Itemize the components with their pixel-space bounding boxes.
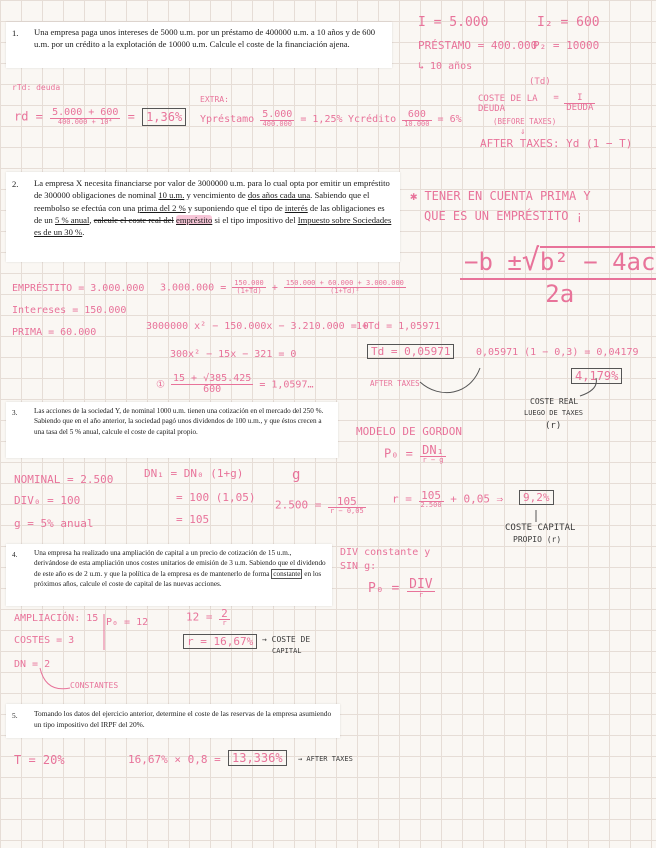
formula-denominator: 2a (545, 280, 575, 308)
note-eq-2500: 2.500 = $\frac{105}{r - 0,05}$ (275, 495, 364, 515)
rd-eq: = (127, 109, 143, 124)
note-dn1: DN₁ = DN₀ (1+g) (144, 467, 244, 480)
formula-radicand: b² − 4ac (539, 248, 656, 276)
note-before-taxes: (BEFORE TAXES) (493, 117, 557, 126)
rd-fraction: $\frac{5.000 + 600}{\text{400.000 + 10⁴}}$ (52, 107, 119, 126)
note-after-calc: 0,05971 (1 − 0,3) = 0,04179 (476, 347, 639, 358)
note-sin-g: SIN g: (340, 561, 377, 572)
note-y-credito (348, 110, 462, 128)
y-credito-frac: $\frac{600}{10.000}$ (404, 109, 430, 128)
note-intereses: Intereses = 150.000 (12, 305, 127, 316)
problem-4-number: 4. (12, 551, 18, 559)
problem-1-text: Una empresa paga unos intereses de 5000 u.m. por un préstamo de 400000 u.m. a 10 años y de 600 u.m. por un crédito a la explotación de 10000 u.m. Calcule el coste de la financiación ajena. (34, 27, 376, 49)
note-rd-calc (14, 108, 186, 126)
note-r-1667: r = 16,67% (183, 634, 257, 649)
note-dn1b: = 100 (1,05) (176, 491, 256, 504)
note-td-result: Td = 0,05971 (367, 344, 454, 359)
note-eq4: ① $\frac{15 + √385.425}{600}$ = 1,0597… (156, 373, 314, 395)
y-credito-result: = 6% (437, 114, 462, 125)
note-luego-taxes: LUEGO DE TAXES (524, 409, 584, 417)
note-p5-calc: 16,67% × 0,8 = (128, 753, 221, 766)
problem-3-text: Las acciones de la sociedad Y, de nominal 1000 u.m. tienen una cotización en el mercado del 250 %. Sabiendo que en el año anterior, la sociedad pagó unos dividendos de 100 u.m., y que éstos crecen a una tasa del 5 % anual, calcule el coste de capital propio. (34, 407, 324, 436)
note-coste-capital: COSTE CAPITAL (505, 523, 576, 533)
note-div0: DIV₀ = 100 (14, 494, 81, 507)
note-r-label: (r) (545, 421, 562, 431)
note-dn1c: = 105 (176, 513, 210, 526)
note-extra: EXTRA: (200, 95, 229, 104)
underline-constantes (40, 668, 70, 689)
note-r-eq: r = $\frac{105}{2.500}$ + 0,05 ⇒ (392, 489, 504, 509)
note-eq3: 300x² − 15x − 321 = 0 (170, 349, 297, 360)
problem-2-text: La empresa X necesita financiarse por valor de 3000000 u.m. para lo cual opta por emitir un empréstito de 300000 obligaciones de nominal 10 u.m. y vencimiento de dos años cada una. Sabiendo que el reembolso se efectúa con una prima del 2 % y suponiendo que el tipo de interés de las obligaciones es de un 5 % anual, calcule el coste real del empréstito si el tipo impositivo del Impuesto sobre Sociedades es de un 30 %. (34, 178, 392, 238)
y-prestamo-label: Ypréstamo (200, 114, 255, 125)
coste-deuda-label: COSTE DE LA DEUDA (478, 94, 538, 114)
note-rd-label: rTd: deuda (12, 83, 61, 92)
note-g: g = 5% anual (14, 517, 94, 530)
note-gordon: MODELO DE GORDON (356, 425, 462, 438)
note-eq-12: 12 = $\frac{2}{r}$ (186, 607, 228, 627)
note-prestamo: PRÉSTAMO = 400.000 (418, 39, 538, 52)
note-coste-real: COSTE REAL (530, 397, 579, 406)
note-p5-result: 13,336% (228, 750, 287, 766)
note-gordon-formula: P₀ = $\frac{\text{DN₁}}{r - g}$ (384, 443, 444, 464)
coste-deuda-frac: $\frac{I}{\text{DEUDA}}$ (566, 93, 594, 113)
note-tip-line1: ✱ TENER EN CUENTA PRIMA Y (410, 189, 591, 203)
note-p5-after: → AFTER TAXES (298, 755, 353, 763)
note-dn: DN = 2 (14, 659, 51, 670)
note-eq1: 3.000.000 = $\frac{150.000}{(1+Td)}$ + $\frac{150.000 + 60.000 + 3.000.000}{\text{(1+Td)²}}$ (160, 279, 404, 295)
note-i2-value: I₂ = 600 (537, 15, 600, 30)
note-p2-value: P₂ = 10000 (533, 39, 600, 52)
problem-4-text: Una empresa ha realizado una ampliación de capital a un precio de cotización de 15 u.m., derivándose de esta ampliación unos costes unitarios de emisión de 3 u.m. Sabiendo que el dividendo de este año es de 2 u.m. y que la política de la empresa es de mantenerlo de forma constante en los próximos años, calcule el coste de capital de las nuevas acciones. (34, 549, 326, 588)
problem-5-card (6, 704, 340, 738)
note-propio: PROPIO (r) (513, 535, 562, 544)
note-coste-deuda (478, 94, 595, 114)
note-constantes: CONSTANTES (70, 681, 119, 690)
rd-label: rd = (14, 109, 43, 124)
note-r-result: 9,2% (519, 490, 554, 505)
note-capital: CAPITAL (272, 647, 302, 655)
problem-2-number: 2. (12, 179, 19, 189)
coste-deuda-eq: = (553, 93, 559, 103)
note-tip-line2: QUE ES UN EMPRÉSTITO ¡ (424, 209, 583, 223)
note-t-20: T = 20% (14, 753, 65, 767)
note-td-label: (Td) (529, 77, 551, 87)
problem-3-number: 3. (12, 409, 18, 417)
note-eq2b: 1+Td = 1,05971 (356, 321, 441, 332)
problem-4-card (6, 544, 332, 606)
note-down-arrow: ⇓ (520, 127, 526, 137)
note-div-constante: DIV constante y (340, 547, 431, 558)
problem-1-number: 1. (12, 28, 19, 38)
note-y-prestamo (200, 110, 343, 128)
note-anos: ↳ 10 años (418, 61, 473, 72)
problem-5-text: Tomando los datos del ejercicio anterior, determine el coste de las reservas de la empresa asumiendo un tipo impositivo del IRPF del 20%. (34, 709, 332, 729)
problem-3-card (6, 402, 338, 458)
note-po-div: P₀ = $\frac{\text{DIV}}{r}$ (368, 577, 433, 599)
rd-result: 1,36% (142, 108, 186, 126)
arrow-curve-after-taxes (420, 368, 480, 393)
note-after-taxes: AFTER TAXES: Yd (1 − T) (480, 137, 633, 150)
y-credito-label: Ycrédito (348, 114, 397, 125)
problem-5-number: 5. (12, 711, 18, 720)
note-ampliacion: AMPLIACIÓN: 15 (14, 613, 99, 624)
note-coste-de: → COSTE DE (262, 635, 311, 644)
note-final-result: 4,179% (571, 368, 622, 384)
note-emprestito: EMPRÉSTITO = 3.000.000 (12, 283, 145, 294)
note-after-taxes-2: AFTER TAXES (370, 379, 420, 388)
problem-1-card (6, 22, 392, 68)
note-g2: g (292, 467, 301, 483)
note-costes: COSTES = 3 (14, 635, 75, 646)
formula-minus-b: −b ± (464, 248, 522, 276)
note-eq2: 3000000 x² − 150.000x − 3.210.000 = 0 (146, 321, 369, 332)
note-p0: P₀ = 12 (106, 617, 149, 628)
note-nominal: NOMINAL = 2.500 (14, 473, 114, 486)
y-prestamo-frac: $\frac{5.000}{400.000}$ (262, 109, 293, 128)
y-prestamo-result: = 1,25% (300, 114, 343, 125)
quadratic-formula: $\frac{\text{−b ±√b² − 4ac}}{2a}$ (460, 246, 656, 306)
note-prima: PRIMA = 60.000 (12, 327, 97, 338)
problem-2-card (6, 172, 400, 262)
note-i-value: I = 5.000 (418, 15, 489, 30)
